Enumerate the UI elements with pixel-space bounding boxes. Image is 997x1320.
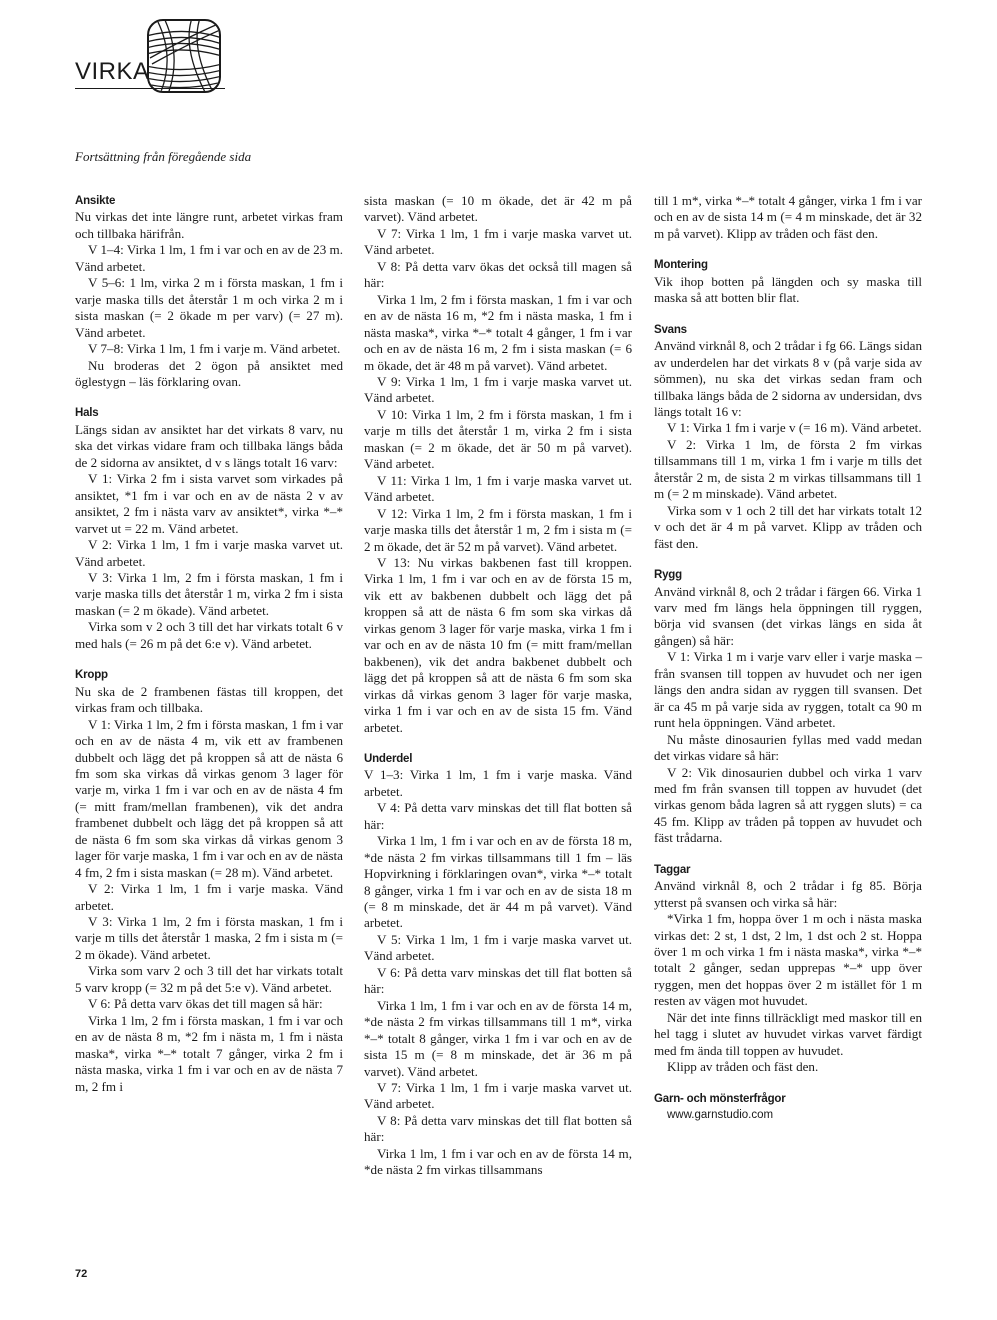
- paragraph: V 1–4: Virka 1 lm, 1 fm i var och en av de 23 m. Vänd arbetet.: [75, 242, 343, 274]
- page-section-title: VIRKA: [75, 58, 150, 85]
- paragraph: Virka som v 1 och 2 till det har virkats totalt 12 v och det är 4 m på varvet. Klipp av tråden och fäst den.: [654, 502, 922, 551]
- section-heading: Svans: [654, 323, 687, 336]
- paragraph: Virka 1 lm, 2 fm i första maskan, 1 fm i var och en av de nästa 16 m, *2 fm i nästa maska, 1 fm i nästa maska*, virka *–* totalt 4 gånger, 1 fm i var och en av de nästa 16 m, 2 fm i sista maskan (= 6 m ökade, det är 48 m på varvet). Vänd arbetet.: [364, 291, 632, 373]
- paragraph: sista maskan (= 10 m ökade, det är 42 m på varvet). Vänd arbetet.: [364, 193, 632, 225]
- paragraph: V 8: På detta varv minskas det till flat botten så här:: [364, 1112, 632, 1145]
- paragraph: Virka som v 2 och 3 till det har virkats totalt 6 v med hals (= 26 m på det 6:e v). Vänd arbetet.: [75, 619, 343, 651]
- paragraph: Använd virknål 8, och 2 trådar i färgen 66. Virka 1 varv med fm längs hela öppningen till ryggen, börja vid svansen (det virkas längs en sida åt gången) så här:: [654, 583, 922, 648]
- paragraph: V 5–6: 1 lm, virka 2 m i första maskan, 1 fm i varje maska tills det återstår 1 m och virka 2 m i sista maskan (= 2 ökade m per varv) (= 27 m). Vänd arbetet.: [75, 275, 343, 340]
- paragraph: Virka 1 lm, 1 fm i var och en av de första 14 m, *de nästa 2 fm virkas tillsammans: [364, 1145, 632, 1178]
- paragraph: V 7–8: Virka 1 lm, 1 fm i varje m. Vänd arbetet.: [88, 341, 341, 357]
- paragraph: V 5: Virka 1 lm, 1 fm i varje maska varvet ut. Vänd arbetet.: [364, 931, 632, 964]
- paragraph: V 2: Vik dinosaurien dubbel och virka 1 varv med fm från svansen till toppen av huvudet (det virkas genom båda lagren så att ryggen sluts) = ca 45 fm. Klipp av tråden på toppen av huvudet och fäst trådarna.: [654, 764, 922, 846]
- yarn-ball-icon: [146, 18, 222, 94]
- section-heading: Rygg: [654, 569, 682, 582]
- paragraph: V 6: På detta varv ökas det till magen så här:: [88, 996, 323, 1012]
- paragraph: V 7: Virka 1 lm, 1 fm i varje maska varvet ut. Vänd arbetet.: [364, 225, 632, 258]
- section-header: [75, 18, 275, 90]
- text-column-3: [654, 193, 922, 1124]
- section-heading: Taggar: [654, 863, 691, 876]
- paragraph: V 4: På detta varv minskas det till flat botten så här:: [364, 800, 632, 832]
- website-url: www.garnstudio.com: [667, 1109, 774, 1122]
- continued-note: Fortsättning från föregående sida: [75, 149, 252, 164]
- paragraph: Använd virknål 8, och 2 trådar i fg 66. Längs sidan av underdelen har det virkats 8 v (på varje sida av sömmen), nu ska det virkas sedan fram och tillbaka längs båda de 2 sidorna av undersidan, dvs längs totalt 16 v:: [654, 338, 922, 419]
- paragraph: Nu ska de 2 frambenen fästas till kroppen, det virkas fram och tillbaka.: [75, 683, 343, 716]
- paragraph: V 1: Virka 1 fm i varje v (= 16 m). Vänd arbetet.: [667, 420, 922, 436]
- page-number: 72: [75, 1268, 88, 1280]
- text-column-1: [75, 193, 343, 1095]
- paragraph: V 3: Virka 1 lm, 2 fm i första maskan, 1 fm i varje m tills det återstår 1 maska, 2 fm i sista m (= 2 m ökade). Vänd arbetet.: [75, 914, 343, 962]
- paragraph: När det inte finns tillräckligt med maskor till en hel tagg i slutet av huvudet virkas varvet färdigt med fm ända till toppen av huvudet.: [654, 1009, 922, 1058]
- paragraph: V 10: Virka 1 lm, 2 fm i första maskan, 1 fm i varje m tills det återstår 1 m, virka 2 fm i sista maskan (= 2 m ökade, det är 50 m på varvet). Vänd arbetet.: [364, 406, 632, 472]
- paragraph: Klipp av tråden och fäst den.: [667, 1059, 819, 1075]
- paragraph: Virka 1 lm, 1 fm i var och en av de första 18 m, *de nästa 2 fm virkas tillsammans till 1 fm – läs Hopvirkning i förklaringen ovan*, virka *–* totalt 8 gånger, virka 1 fm i var och en av de sista 18 m (= 8 m minskade, det är 44 m på varvet). Vänd arbetet.: [364, 833, 632, 931]
- paragraph: V 1–3: Virka 1 lm, 1 fm i varje maska. Vänd arbetet.: [364, 767, 632, 799]
- paragraph: Virka 1 lm, 2 fm i första maskan, 1 fm i var och en av de nästa 8 m, *2 fm i nästa m, 1 fm i nästa maska*, virka *–* totalt 7 gånger, virka 2 fm i nästa maska, virka 1 fm i var och en av de nästa 7 m, 2 fm i: [75, 1012, 343, 1094]
- paragraph: V 2: Virka 1 lm, de första 2 fm virkas tillsammans till 1 m, virka 1 fm i varje m tills det återstår 2 m, de sista 2 m virkas tillsammans till 1 m (= 2 m minskade). Vänd arbetet.: [654, 436, 922, 502]
- paragraph: Nu virkas det inte längre runt, arbetet virkas fram och tillbaka härifrån.: [75, 209, 343, 241]
- paragraph: Virka som varv 2 och 3 till det har virkats totalt 5 varv kropp (= 32 m på det 5:e v). Vänd arbetet.: [75, 963, 343, 995]
- paragraph: Längs sidan av ansiktet har det virkats 8 varv, nu ska det virkas vidare fram och tillbaka längs båda de 2 sidorna av ansiktet, d v s längs totalt 16 varv:: [75, 421, 343, 470]
- paragraph: Virka 1 lm, 1 fm i var och en av de första 14 m, *de nästa 2 fm virkas tillsammans till 1 m*, virka *–* totalt 8 gånger, virka 1 fm i var och en av de sista 15 m (= 8 m minskade, det är 36 m på varvet). Vänd arbetet.: [364, 997, 632, 1079]
- paragraph: V 3: Virka 1 lm, 2 fm i första maskan, 1 fm i varje maska tills det återstår 1 m, virka 2 fm i sista maskan (= 2 m ökade). Vänd arbetet.: [75, 569, 343, 618]
- paragraph: V 2: Virka 1 lm, 1 fm i varje maska varvet ut. Vänd arbetet.: [75, 537, 343, 569]
- text-column-2: [364, 193, 632, 1179]
- section-heading: Hals: [75, 407, 99, 420]
- paragraph: V 1: Virka 1 m i varje varv eller i varje maska – från svansen till toppen av huvudet och ner igen längs den andra sidan av ryggen till svansen. Det är ca 45 m på varje sida av ryggen, totalt ca 90 m runt hela öppningen. Vänd arbetet.: [654, 649, 922, 731]
- section-heading: Underdel: [364, 752, 413, 765]
- paragraph: till 1 m*, virka *–* totalt 4 gånger, virka 1 fm i var och en av de sista 14 m (= 4 m minskade, det är 32 m på varvet). Klipp av tråden och fäst den.: [654, 193, 922, 241]
- paragraph: V 2: Virka 1 lm, 1 fm i varje maska. Vänd arbetet.: [75, 881, 343, 913]
- paragraph: Nu broderas det 2 ögon på ansiktet med öglestygn – läs förklaring ovan.: [75, 357, 343, 389]
- paragraph: V 7: Virka 1 lm, 1 fm i varje maska varvet ut. Vänd arbetet.: [364, 1080, 632, 1112]
- section-heading: Montering: [654, 259, 708, 272]
- section-heading: Ansikte: [75, 195, 116, 207]
- paragraph: V 13: Nu virkas bakbenen fast till kroppen. Virka 1 lm, 1 fm i var och en av de första 15 m, vik ett av bakbenen dubbelt och lägg det på kroppen så att de nästa 6 fm som ska virkas då virkas genom 3 lager för varje maska, virka 1 fm i var och en av de nästa 10 fm (= mitt fram/mellan bakbenen), vik det andra bakbenet dubbelt och lägg det på kroppen så att de nästa 6 fm som ska virkas då virkas genom 3 lager för varje maska, virka 1 fm i var och en av de sista 15 fm. Vänd arbetet.: [364, 554, 632, 735]
- paragraph: V 11: Virka 1 lm, 1 fm i varje maska varvet ut. Vänd arbetet.: [364, 472, 632, 505]
- header-rule: [75, 88, 225, 89]
- paragraph: V 12: Virka 1 lm, 2 fm i första maskan, 1 fm i varje maska tills det återstår 1 m, 2 fm i sista m (= 2 m ökade, det är 52 m på varvet). Vänd arbetet.: [364, 505, 632, 554]
- paragraph: V 8: På detta varv ökas det också till magen så här:: [364, 258, 632, 291]
- paragraph: Använd virknål 8, och 2 trådar i fg 85. Börja ytterst på svansen och virka så här:: [654, 878, 922, 910]
- paragraph: Nu måste dinosaurien fyllas med vadd medan det virkas vidare så här:: [654, 731, 922, 764]
- section-heading: Garn- och mönsterfrågor: [654, 1092, 786, 1105]
- paragraph: V 6: På detta varv minskas det till flat botten så här:: [364, 964, 632, 997]
- section-heading: Kropp: [75, 669, 108, 682]
- paragraph: V 1: Virka 1 lm, 2 fm i första maskan, 1 fm i var och en av de nästa 4 m, vik ett av frambenen dubbelt och lägg det på kroppen så att de nästa 6 fm som ska virkas då virkas genom 3 lager för varje m, virka 1 fm i var och en av de nästa 4 fm (= mitt fram/mellan frambenen), vik det andra frambenet dubbelt och lägg det på kroppen så att de nästa 6 fm som ska virkas då virkas genom 3 lager för varje maska, 1 fm i var och en av de nästa 4 fm, 2 fm i sista maskan (= 28 m). Vänd arbetet.: [75, 716, 343, 880]
- paragraph: Vik ihop botten på längden och sy maska till maska så att botten blir flat.: [654, 273, 922, 306]
- paragraph: V 1: Virka 2 fm i sista varvet som virkades på ansiktet, *1 fm i var och en av de nästa 2 v av ansiktet, 2 fm i nästa varv av ansiktet*, virka *–* varvet ut = 22 m. Vänd arbetet.: [75, 471, 343, 536]
- paragraph: V 9: Virka 1 lm, 1 fm i varje maska varvet ut. Vänd arbetet.: [364, 373, 632, 406]
- paragraph: *Virka 1 fm, hoppa över 1 m och i nästa maska virkas det: 2 st, 1 dst, 2 lm, 1 dst och 2 st. Hoppa över 1 m och virka 1 fm i nästa maska*, virka *–* totalt 2 gånger, sedan upprepas *–* upp över ryggen, men det hoppas över 2 m istället för 1 m resten av vägen mot huvudet.: [654, 911, 922, 1009]
